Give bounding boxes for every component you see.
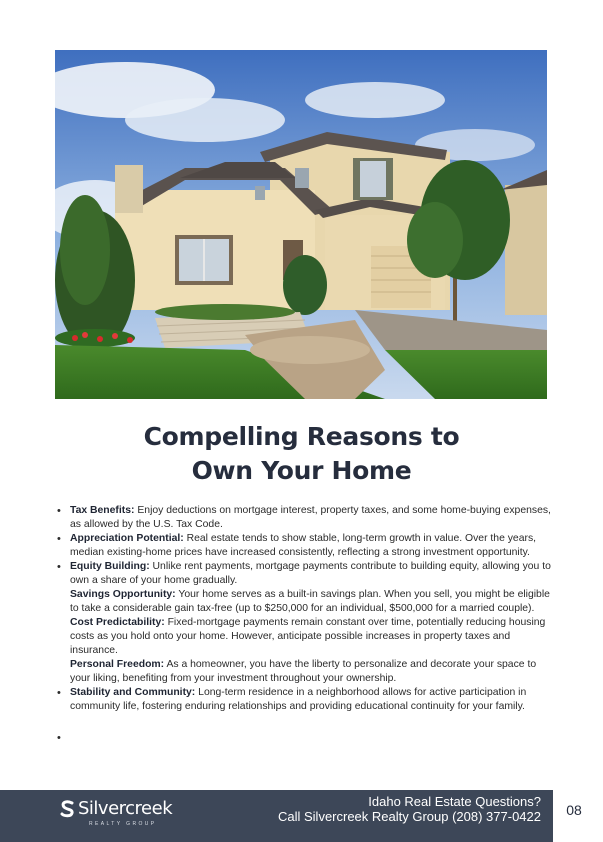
reason-equity-building xyxy=(56,560,556,588)
reason-stability-and-community xyxy=(56,686,556,714)
bullet-icon: • xyxy=(57,533,61,545)
footer-bar xyxy=(0,790,553,842)
reason-term: Equity Building: xyxy=(70,561,150,572)
reason-text: Real estate tends to show stable, long-term growth in value. Over the years, median existing-home prices have increased consistently, reflecting a strong investment opportunity. xyxy=(70,533,537,558)
reason-term: Cost Predictability: xyxy=(70,617,165,628)
page-title-line-2: Own Your Home xyxy=(191,456,412,485)
bullet-icon: • xyxy=(57,505,61,517)
reason-text: Long-term residence in a neighborhood allows for active participation in community life, fostering enduring relationships and providing educational continuity for your family. xyxy=(70,687,527,712)
contact-callout xyxy=(278,794,541,824)
page-title xyxy=(0,420,603,488)
hero-photo xyxy=(55,50,547,399)
bullet-icon: • xyxy=(57,687,61,699)
house-image xyxy=(55,50,547,399)
bullet-icon: • xyxy=(57,561,61,573)
reason-term: Savings Opportunity: xyxy=(70,589,176,600)
contact-phone-line: Call Silvercreek Realty Group (208) 377-0422 xyxy=(277,809,541,824)
page-number: 08 xyxy=(566,802,582,818)
silvercreek-logo-icon xyxy=(60,800,76,818)
reason-text: Unlike rent payments, mortgage payments contribute to building equity, allowing you to own a share of your home gradually. xyxy=(70,561,551,586)
reason-cost-predictability xyxy=(56,616,556,658)
bullet-icon: • xyxy=(57,732,61,744)
reason-text: Your home serves as a built-in savings plan. When you sell, you might be eligible to take a considerable gain tax-free (up to $250,000 for an individual, $500,000 for a married couple). xyxy=(70,589,550,614)
logo-subtext: REALTY GROUP xyxy=(89,821,157,827)
reason-text: Fixed-mortgage payments remain constant over time, potentially reducing housing costs as you hold onto your home. However, anticipate possible increases in property taxes and insurance. xyxy=(70,617,546,656)
reasons-list xyxy=(56,504,556,714)
reason-appreciation-potential xyxy=(56,532,556,560)
reason-term: Stability and Community: xyxy=(70,687,196,698)
reason-tax-benefits xyxy=(56,504,556,532)
reason-term: Personal Freedom: xyxy=(70,659,165,670)
reason-savings-opportunity xyxy=(56,588,556,616)
reason-personal-freedom xyxy=(56,658,556,686)
contact-question: Idaho Real Estate Questions? xyxy=(368,794,541,809)
reason-text: As a homeowner, you have the liberty to personalize and decorate your space to your liking, benefiting from your investment throughout your ownership. xyxy=(70,659,537,684)
reason-text: Enjoy deductions on mortgage interest, property taxes, and some home-buying expenses, as allowed by the U.S. Tax Code. xyxy=(70,505,551,530)
logo-wordmark: Silvercreek xyxy=(78,798,173,819)
page-title-line-1: Compelling Reasons to xyxy=(143,422,460,451)
reason-term: Tax Benefits: xyxy=(70,505,135,516)
reason-term: Appreciation Potential: xyxy=(70,533,184,544)
